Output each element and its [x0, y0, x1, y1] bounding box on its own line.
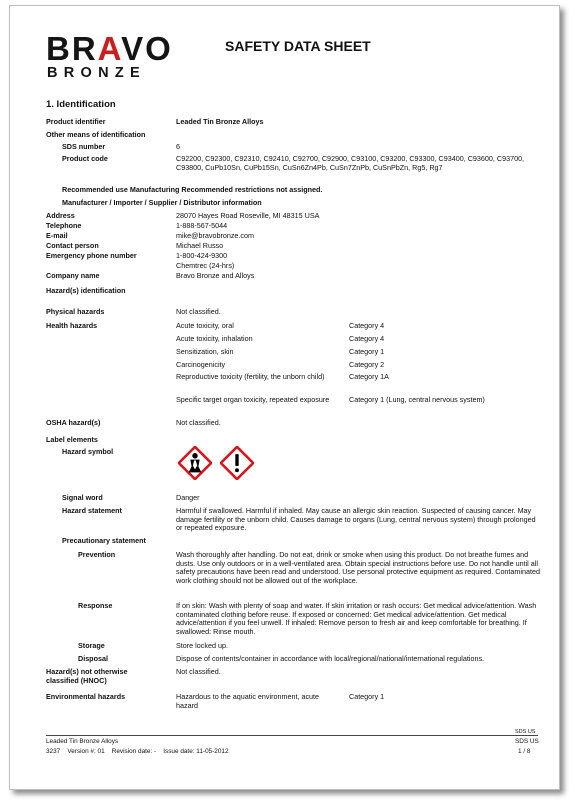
footer-revision-date: Revision date: - — [111, 748, 157, 755]
health-hazard-4: Carcinogenicity — [176, 360, 226, 369]
footer-code: 3237 — [46, 748, 61, 755]
email-value: mike@bravobronze.com — [176, 231, 255, 240]
other-means-label: Other means of identification — [46, 130, 146, 139]
emergency-phone-note: Chemtrec (24-hrs) — [176, 261, 235, 270]
logo-line1: BRAVO — [46, 30, 173, 67]
company-name-label: Company name — [46, 271, 100, 280]
footer-product-name: Leaded Tin Bronze Alloys — [46, 738, 119, 745]
environmental-hazards-label: Environmental hazards — [46, 692, 126, 701]
document-title: SAFETY DATA SHEET — [225, 38, 371, 54]
health-category-5: Category 1A — [349, 372, 389, 381]
environmental-hazard: Hazardous to the aquatic environment, acute hazard — [176, 692, 320, 710]
footer-version: Version #: 01 — [67, 748, 105, 755]
osha-hazards-value: Not classified. — [176, 418, 221, 427]
hnoc-value: Not classified. — [176, 667, 221, 676]
health-category-4: Category 2 — [349, 360, 385, 369]
footer-meta — [46, 748, 229, 756]
storage-value: Store locked up. — [176, 641, 228, 650]
address-value: 28070 Hayes Road Roseville, MI 48315 USA — [176, 211, 320, 220]
osha-hazards-label: OSHA hazard(s) — [46, 418, 101, 427]
health-hazard-1: Acute toxicity, oral — [176, 321, 234, 330]
disposal-value: Dispose of contents/container in accordance with local/regional/national/international regulations. — [176, 654, 485, 663]
prevention-label: Prevention — [78, 550, 116, 559]
storage-label: Storage — [78, 641, 105, 650]
health-hazard-2: Acute toxicity, inhalation — [176, 334, 253, 343]
health-hazards-label: Health hazards — [46, 321, 98, 330]
email-label: E-mail — [46, 231, 68, 240]
product-code-value: C92200, C92300, C92310, C92410, C92700, C92900, C93100, C93200, C93300, C93400, C93600, C93700, C93800, CuPb10Sn, CuPb15Sn, CuSn6Zn4Pb, CuSn7ZnPb, CuSnPbZn, Rg5, Rg7 — [176, 154, 525, 172]
health-hazard-3: Sensitization, skin — [176, 347, 234, 356]
precautionary-statement-label: Precautionary statement — [62, 536, 146, 545]
signal-word-value: Danger — [176, 493, 200, 502]
logo-subword: BRONZE — [47, 65, 147, 81]
contact-person-value: Michael Russo — [176, 241, 224, 250]
contact-person-label: Contact person — [46, 241, 99, 250]
label-elements-heading: Label elements — [46, 435, 98, 444]
sds-number-value: 6 — [176, 142, 180, 151]
product-code-label: Product code — [62, 154, 108, 163]
manufacturer-info-label: Manufacturer / Importer / Supplier / Distributor information — [62, 198, 262, 207]
address-label: Address — [46, 211, 75, 220]
health-category-2: Category 4 — [349, 334, 385, 343]
telephone-label: Telephone — [46, 221, 82, 230]
logo-wordmark — [46, 32, 173, 65]
disposal-label: Disposal — [78, 654, 108, 663]
footer-sds-us: SDS US — [515, 738, 539, 745]
recommended-use-label: Recommended use — [62, 185, 128, 194]
exclamation-mark-pictogram-icon — [220, 446, 254, 480]
footer-sds-tag: SDS US — [515, 729, 536, 735]
hnoc-label: Hazard(s) not otherwise classified (HNOC) — [46, 667, 128, 685]
prevention-value: Wash thoroughly after handling. Do not eat, drink or smoke when using this product. Do not breathe fumes and dusts. Use only outdoors or in a well-ventilated area. Obtain special instructions before use. Do not handle until all safety precautions have been read and understood. Use personal protective equipment as required. Contaminated work clothing should not be allowed out of the workplace. — [176, 550, 540, 585]
physical-hazards-label: Physical hazards — [46, 307, 105, 316]
recommended-use-value: Manufacturing — [129, 185, 180, 194]
footer-divider — [46, 735, 538, 736]
telephone-value: 1-888-567-5044 — [176, 221, 228, 230]
footer-issue-date: Issue date: 11-05-2012 — [163, 748, 229, 755]
recommended-use-row — [62, 186, 322, 195]
footer-page-number: 1 / 8 — [518, 748, 531, 755]
company-name-value: Bravo Bronze and Alloys — [176, 271, 255, 280]
response-label: Response — [78, 601, 113, 610]
logo-accent-letter: A — [97, 30, 122, 67]
response-value: If on skin: Wash with plenty of soap and water. If skin irritation or rash occurs: Get medical advice/attention. Wash contaminated clothing before reuse. If exposed or concerned: Get medical advice/attention. Get medical advice/attention if you feel unwell. If inhaled: Remove person to fresh air and keep comfortable for breathing. If swallowed: Rinse mouth. — [176, 601, 537, 636]
health-hazard-pictogram-icon — [178, 446, 212, 480]
hazard-statement-value: Harmful if swallowed. Harmful if inhaled. May cause an allergic skin reaction. Suspected of causing cancer. May damage fertility or the unborn child. Causes damage to organs (Lung, central nervous system) through prolonged or repeated exposure. — [176, 506, 536, 533]
product-identifier-label: Product identifier — [46, 117, 106, 126]
health-hazard-6: Specific target organ toxicity, repeated exposure — [176, 395, 330, 404]
recommended-restrictions-label: Recommended restrictions — [181, 185, 275, 194]
health-category-1: Category 4 — [349, 321, 385, 330]
emergency-phone-label: Emergency phone number — [46, 251, 137, 260]
emergency-phone-value: 1-800-424-9300 — [176, 251, 228, 260]
sds-number-label: SDS number — [62, 142, 106, 151]
health-category-6: Category 1 (Lung, central nervous system) — [349, 395, 485, 404]
recommended-restrictions-value: not assigned. — [276, 185, 323, 194]
hazard-symbol-label: Hazard symbol — [62, 447, 114, 456]
section-heading-identification: 1. Identification — [46, 99, 116, 110]
signal-word-label: Signal word — [62, 493, 103, 502]
sds-page — [9, 5, 560, 790]
environmental-category: Category 1 — [349, 692, 385, 701]
health-hazard-5: Reproductive toxicity (fertility, the unborn child) — [176, 372, 325, 381]
hazard-statement-label: Hazard statement — [62, 506, 122, 515]
physical-hazards-value: Not classified. — [176, 307, 221, 316]
hazard-identification-label: Hazard(s) identification — [46, 286, 126, 295]
product-identifier-value: Leaded Tin Bronze Alloys — [176, 117, 264, 126]
health-category-3: Category 1 — [349, 347, 385, 356]
